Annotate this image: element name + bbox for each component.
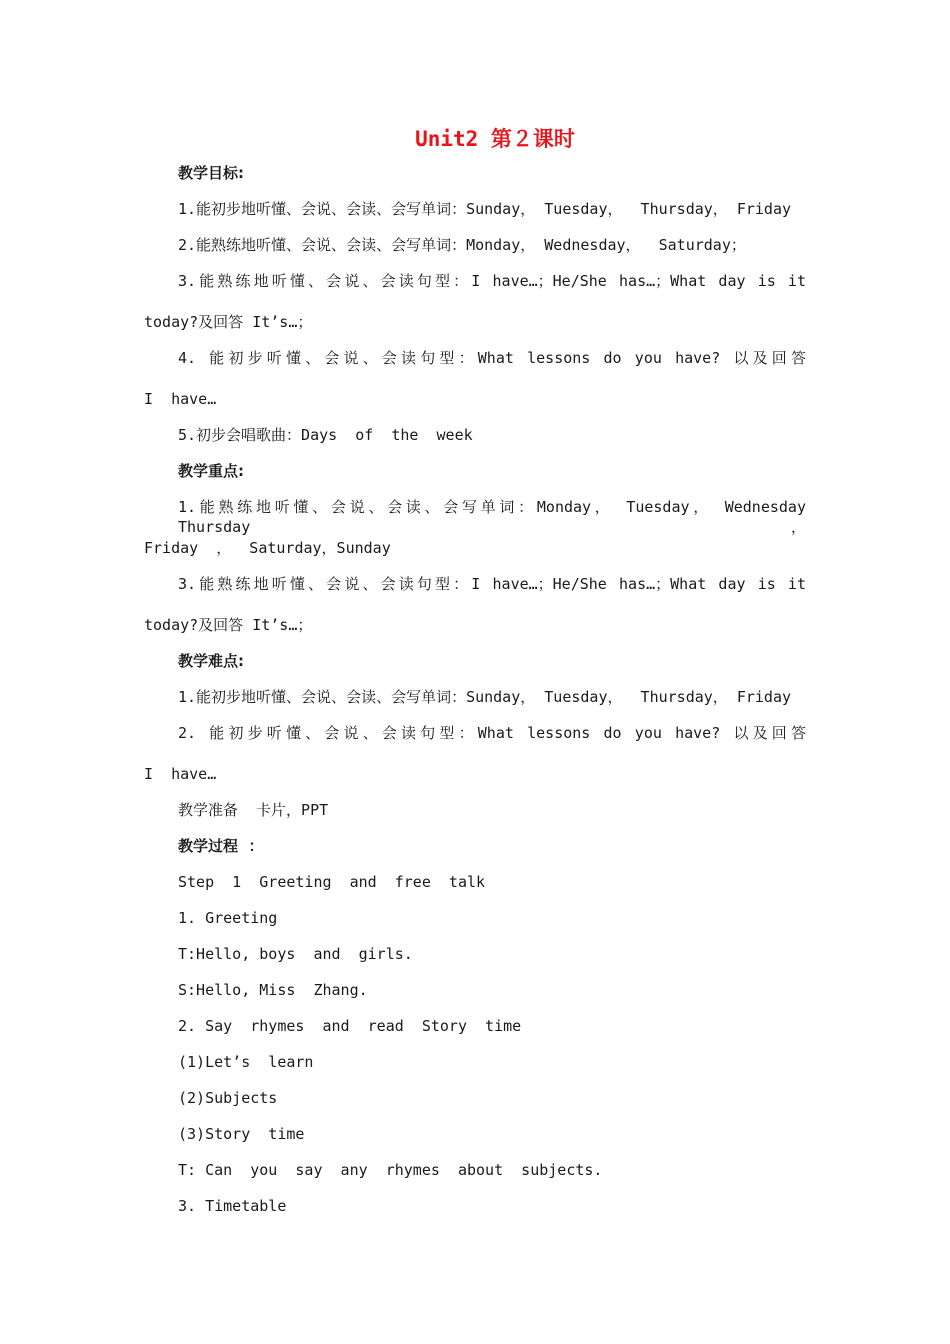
process-line: (3)Story time xyxy=(178,1125,305,1143)
objective-3-line-1: 3.能熟练地听懂、会说、会读句型：I have…；He/She has…；What day is it xyxy=(178,272,806,290)
objective-5: 5.初步会唱歌曲：Days of the week xyxy=(178,426,473,444)
objective-4-line-1: 4. 能初步听懂、会说、会读句型：What lessons do you have? 以及回答 xyxy=(178,349,806,367)
objective-4-line-2: I have… xyxy=(144,390,217,408)
objective-3-line-2: today?及回答 It’s…； xyxy=(144,313,313,331)
process-line: 1. Greeting xyxy=(178,909,278,927)
key-point-3-line-1: 3.能熟练地听懂、会说、会读句型：I have…；He/She has…；What day is it xyxy=(178,575,806,593)
section-heading-process: 教学过程 ： xyxy=(178,837,264,855)
teaching-preparation: 教学准备 卡片，PPT xyxy=(178,801,329,819)
process-line: (1)Let’s learn xyxy=(178,1053,314,1071)
objective-2: 2.能熟练地听懂、会说、会读、会写单词：Monday， Wednesday， Saturday； xyxy=(178,236,746,254)
document-title: Unit2 第２课时 xyxy=(415,127,575,151)
process-line: Step 1 Greeting and free talk xyxy=(178,873,486,891)
process-line: T: Can you say any rhymes about subjects. xyxy=(178,1161,603,1179)
process-line: 3. Timetable xyxy=(178,1197,287,1215)
difficulty-2-line-1: 2. 能初步听懂、会说、会读句型：What lessons do you have? 以及回答 xyxy=(178,724,806,742)
key-point-3-line-2: today?及回答 It’s…； xyxy=(144,616,313,634)
difficulty-2-line-2: I have… xyxy=(144,765,217,783)
section-heading-objectives: 教学目标: xyxy=(178,164,244,182)
process-line: T:Hello, boys and girls. xyxy=(178,945,413,963)
section-heading-difficulties: 教学难点: xyxy=(178,652,244,670)
process-line: 2. Say rhymes and read Story time xyxy=(178,1017,522,1035)
key-point-1-line-1: 1.能熟练地听懂、会说、会读、会写单词：Monday， Tuesday， Wednesday Thursday， xyxy=(178,498,806,536)
process-line: (2)Subjects xyxy=(178,1089,278,1107)
difficulty-1: 1.能初步地听懂、会说、会读、会写单词：Sunday， Tuesday， Thursday， Friday xyxy=(178,688,792,706)
section-heading-key-points: 教学重点: xyxy=(178,462,244,480)
key-point-1-line-2: Friday ， Saturday，Sunday xyxy=(144,539,391,557)
process-line: S:Hello, Miss Zhang. xyxy=(178,981,368,999)
objective-1: 1.能初步地听懂、会说、会读、会写单词：Sunday， Tuesday， Thursday， Friday xyxy=(178,200,792,218)
